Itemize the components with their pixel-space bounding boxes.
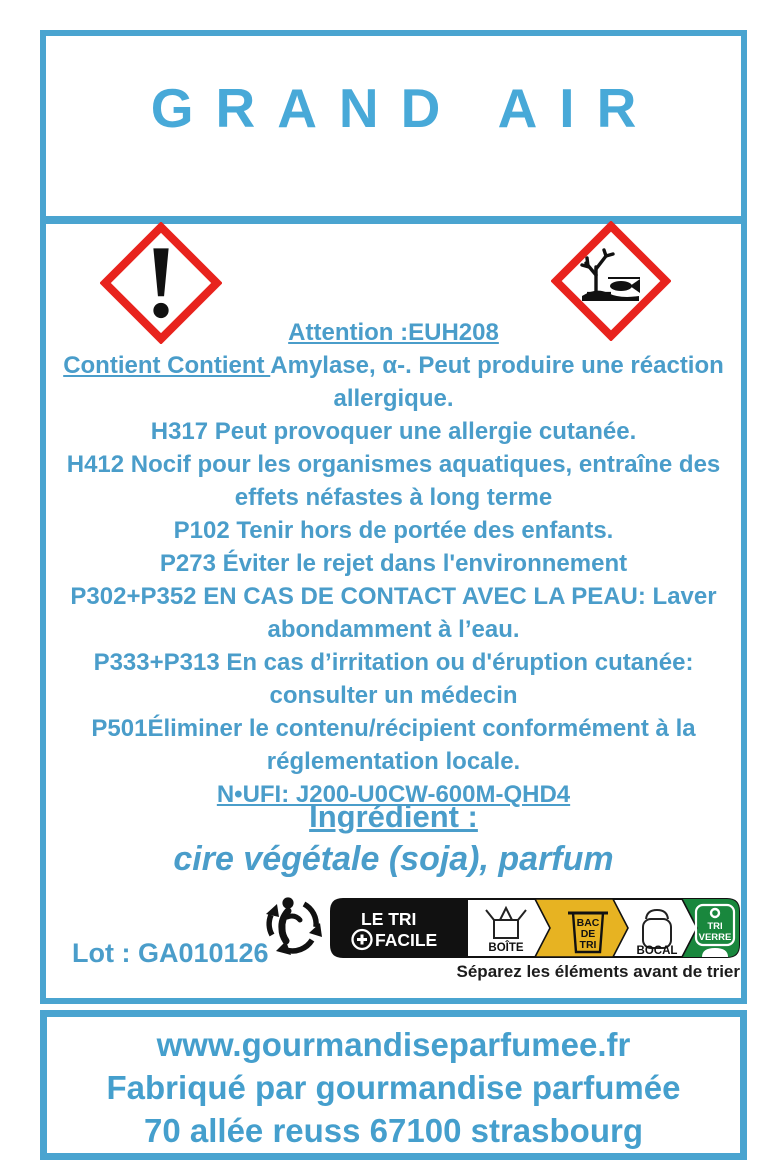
ingredient-heading: Ingrédient : bbox=[309, 799, 478, 834]
facile-label: FACILE bbox=[375, 930, 438, 950]
hazard-statement: H317 Peut provoquer une allergie cutanée. bbox=[150, 418, 637, 445]
hazard-statement: P302+P352 EN CAS DE CONTACT AVEC LA PEAU: Laver abondamment à l’eau. bbox=[70, 583, 717, 643]
hazard-statement: P501Éliminer le contenu/récipient conformément à la réglementation locale. bbox=[91, 715, 696, 775]
hazard-statement: P273 Éviter le rejet dans l'environnement bbox=[159, 550, 628, 577]
svg-text:TRI: TRI bbox=[579, 939, 597, 951]
svg-text:BAC: BAC bbox=[576, 917, 600, 929]
footer-block bbox=[40, 1023, 747, 1152]
hazard-statements bbox=[44, 415, 743, 778]
hazard-statement: P102 Tenir hors de portée des enfants. bbox=[173, 517, 614, 544]
svg-text:TRI: TRI bbox=[707, 921, 723, 932]
lot-number: Lot : GA010126 bbox=[72, 938, 269, 968]
bocal-label: BOCAL bbox=[636, 945, 678, 957]
sorting-note: Séparez les éléments avant de trier bbox=[456, 962, 740, 981]
contient-label: Contient Contient bbox=[63, 352, 271, 379]
ufi-line: N•UFI: J200-U0CW-600M-QHD4 bbox=[216, 781, 571, 808]
hazard-statement: P333+P313 En cas d’irritation ou d'éruption cutanée: consulter un médecin bbox=[93, 649, 694, 709]
svg-text:DE: DE bbox=[580, 928, 596, 940]
ingredient-value: cire végétale (soja), parfum bbox=[173, 840, 614, 878]
contient-line bbox=[44, 349, 743, 415]
hazard-text-block bbox=[44, 316, 743, 811]
le-tri-facile-banner bbox=[330, 898, 740, 958]
attention-line: Attention :EUH208 bbox=[288, 319, 499, 346]
website-url: www.gourmandiseparfumee.fr bbox=[156, 1026, 631, 1063]
svg-text:VERRE: VERRE bbox=[698, 932, 732, 943]
hazard-statement: H412 Nocif pour les organismes aquatiques, entraîne des effets néfastes à long terme bbox=[66, 451, 721, 511]
triman-recycling-icon bbox=[262, 894, 326, 958]
page-title: GRAND AIR bbox=[150, 77, 659, 139]
manufacturer-line: Fabriqué par gourmandise parfumée bbox=[106, 1069, 681, 1106]
boite-label: BOÎTE bbox=[488, 942, 524, 954]
le-tri-label: LE TRI bbox=[361, 909, 417, 929]
contient-text: Amylase, α-. Peut produire une réaction allergique. bbox=[270, 352, 724, 412]
address-line: 70 allée reuss 67100 strasbourg bbox=[144, 1112, 643, 1149]
